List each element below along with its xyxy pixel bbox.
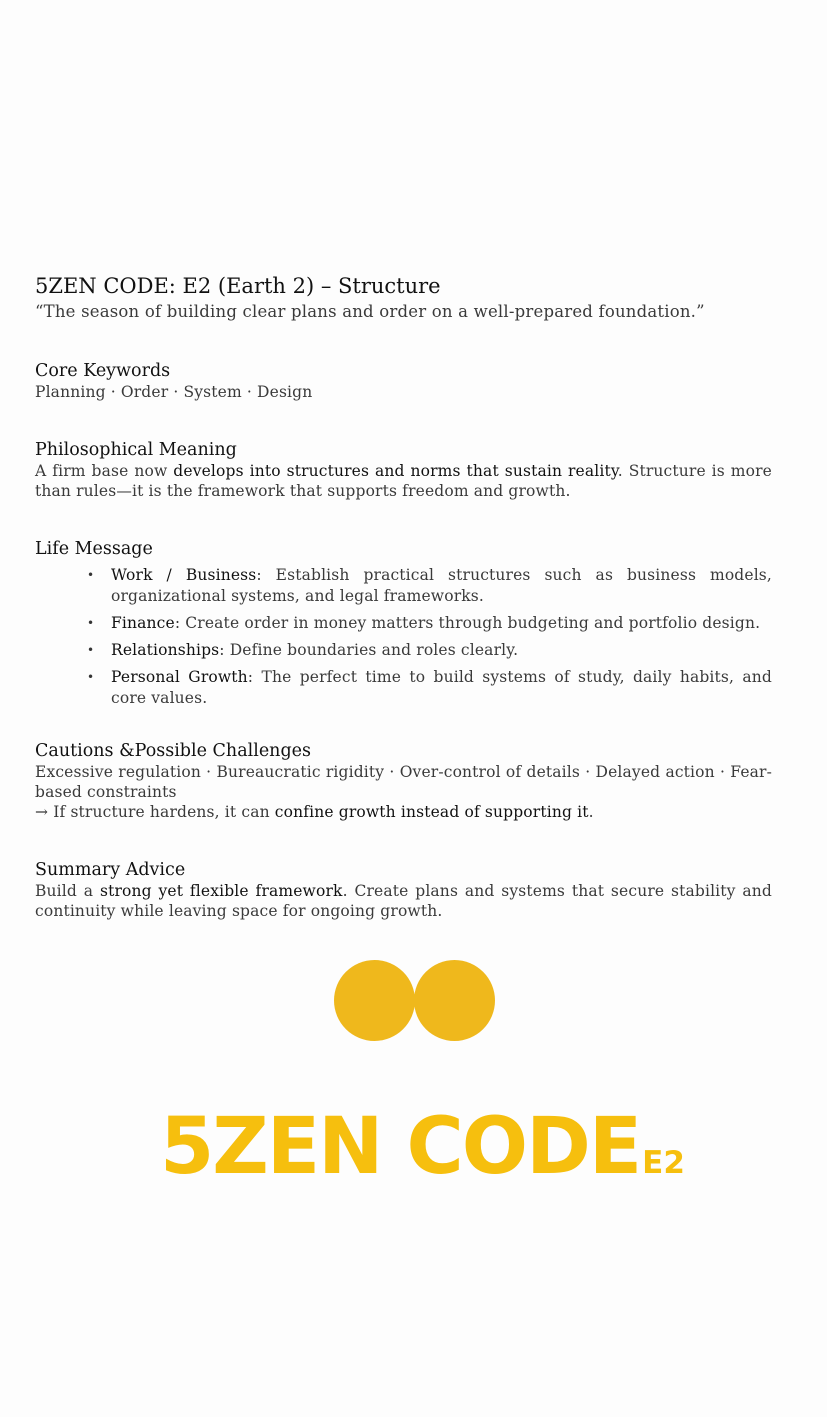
list-item xyxy=(111,565,772,607)
page-subtitle: “The season of building clear plans and order on a well-prepared foundation.” xyxy=(35,302,705,321)
logo-circle-right xyxy=(414,960,495,1041)
cautions-text: Excessive regulation · Bureaucratic rigidity · Over-control of details · Delayed action · Fear-based constraints xyxy=(35,763,772,801)
summary-post: . Create plans and systems that secure stability and continuity while leaving space for ongoing growth. xyxy=(35,882,772,920)
list-item-text: : Establish practical structures such as business models, organizational systems, and legal frameworks. xyxy=(111,566,772,605)
life-section xyxy=(35,538,772,709)
brand-wordmark xyxy=(160,1102,685,1192)
summary-emphasis: strong yet flexible framework xyxy=(99,882,343,900)
summary-text xyxy=(35,881,772,921)
list-item-label: Personal Growth xyxy=(111,668,248,686)
cautions-heading: Cautions &Possible Challenges xyxy=(35,741,311,761)
cautions-arrow-pre: → If structure hardens, it can xyxy=(35,803,275,821)
list-item-label: Work / Business xyxy=(111,566,257,584)
cautions-emphasis: confine growth instead of supporting it xyxy=(274,803,589,821)
list-item-label: Relationships xyxy=(111,641,220,659)
philosophy-heading: Philosophical Meaning xyxy=(35,440,237,460)
life-list xyxy=(35,565,772,709)
summary-heading: Summary Advice xyxy=(35,860,186,880)
philosophy-post: . Structure is more than rules—it is the framework that supports freedom and growth. xyxy=(35,462,773,500)
brand-name: 5ZEN CODE xyxy=(160,1102,641,1192)
summary-pre: Build a xyxy=(35,882,100,900)
keywords-text: Planning · Order · System · Design xyxy=(35,383,313,401)
keywords-heading: Core Keywords xyxy=(35,361,171,381)
philosophy-text xyxy=(35,461,772,501)
cautions-arrow-line xyxy=(35,802,772,822)
philosophy-emphasis: develops into structures and norms that sustain reality xyxy=(173,462,618,480)
list-item-label: Finance xyxy=(111,614,175,632)
cautions-arrow-post: . xyxy=(588,803,594,821)
list-item-text: : The perfect time to build systems of study, daily habits, and core values. xyxy=(111,668,772,707)
philosophy-section xyxy=(35,439,772,501)
summary-section xyxy=(35,859,772,921)
page-title: 5ZEN CODE: E2 (Earth 2) – Structure xyxy=(35,274,441,298)
list-item xyxy=(111,640,772,661)
keywords-section xyxy=(35,360,772,402)
list-item xyxy=(111,667,772,709)
life-heading: Life Message xyxy=(35,539,153,559)
list-item-text: : Define boundaries and roles clearly. xyxy=(219,641,519,659)
cautions-section xyxy=(35,740,772,822)
list-item-text: : Create order in money matters through budgeting and portfolio design. xyxy=(174,614,761,632)
document-body xyxy=(35,272,772,921)
list-item xyxy=(111,613,772,634)
logo-circle-left xyxy=(334,960,415,1041)
brand-logo xyxy=(0,960,827,1200)
brand-code: E2 xyxy=(642,1145,685,1181)
philosophy-pre: A firm base now xyxy=(35,462,174,480)
